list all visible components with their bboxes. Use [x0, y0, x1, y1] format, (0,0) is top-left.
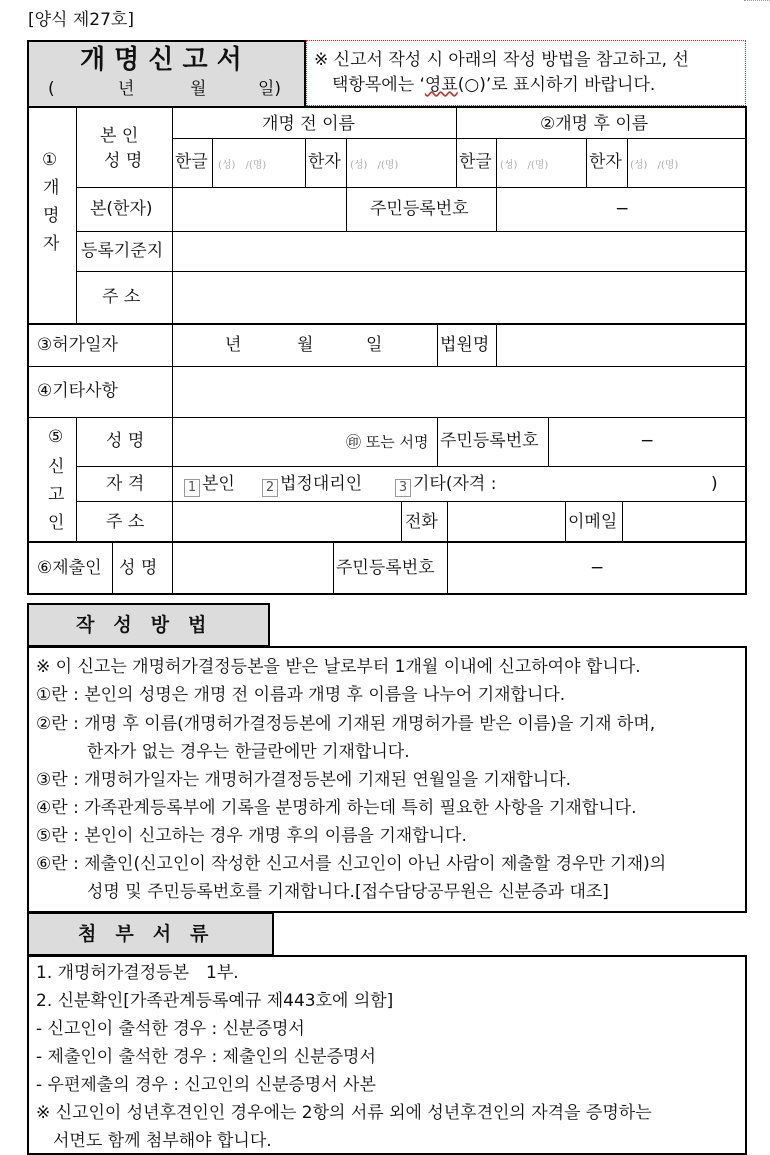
form-id: [양식 제27호] — [28, 10, 134, 30]
permission-year[interactable]: 년 — [225, 335, 242, 355]
instruction-line: ※ 이 신고는 개명허가결정등본을 받은 날로부터 1개월 이내에 신고하여야 합니다. — [36, 657, 641, 677]
before-name-header: 개명 전 이름 — [262, 114, 355, 134]
reporter-section-label-1: ⑤ — [48, 427, 64, 447]
after-hangul-label: 한글 — [459, 152, 492, 172]
reporter-phone-label: 전화 — [405, 512, 438, 532]
instruction-line: ②란 : 개명 후 이름(개명허가결정등본에 기재된 개명허가를 받은 이름)을 기재 하며, — [36, 714, 656, 734]
date-day: 일) — [258, 79, 282, 99]
submitter-name-field[interactable] — [174, 544, 331, 592]
permission-day[interactable]: 일 — [366, 335, 383, 355]
reporter-address-label: 주 소 — [106, 512, 145, 532]
page-title: 개 명 신 고 서 — [80, 45, 242, 75]
permission-month[interactable]: 월 — [297, 335, 314, 355]
reporter-email-label: 이메일 — [568, 512, 618, 532]
after-hangul-field[interactable]: (성) /(명) — [500, 160, 549, 171]
reporter-section-label-4: 인 — [48, 513, 65, 533]
other-matters-field[interactable] — [174, 368, 744, 415]
date-open: ( — [48, 79, 55, 99]
option-other-close: ) — [711, 474, 718, 494]
before-hangul-label: 한글 — [175, 152, 208, 172]
submitter-rrn-field[interactable]: − — [590, 558, 605, 578]
applicant-section-label-3: 명 — [43, 206, 60, 226]
applicant-rrn-field[interactable]: − — [615, 199, 630, 219]
instruction-line: ④란 : 가족관계등록부에 기록을 분명하게 하는데 특히 필요한 사항을 기재합니다. — [36, 798, 637, 818]
reporter-name-field[interactable] — [174, 419, 344, 464]
after-name-header: ②개명 후 이름 — [540, 114, 649, 134]
attachment-line: - 신고인이 출석한 경우 : 신분증명서 — [36, 1019, 305, 1039]
option-self[interactable]: 1 본인 — [184, 474, 235, 497]
instruction-line: ①란 : 본인의 성명은 개명 전 이름과 개명 후 이름을 나누어 기재합니다. — [36, 685, 566, 705]
checkbox-icon: 1 — [184, 479, 200, 497]
other-matters-label: ④기타사항 — [37, 381, 118, 401]
instruction-line: ⑤란 : 본인이 신고하는 경우 개명 후의 이름을 기재합니다. — [36, 826, 467, 846]
date-month: 월 — [190, 79, 207, 99]
reporter-address-field[interactable] — [174, 503, 399, 539]
bon-label: 본(한자) — [90, 199, 153, 219]
reporter-seal-or-signature[interactable]: ㊞ 또는 서명 — [346, 433, 429, 451]
attachment-line: 서면도 함께 첨부해야 합니다. — [36, 1131, 272, 1151]
reporter-phone-field[interactable] — [449, 503, 563, 539]
applicant-rrn-label: 주민등록번호 — [370, 199, 469, 219]
reporter-rrn-label: 주민등록번호 — [440, 431, 539, 451]
checkbox-icon: 2 — [262, 479, 278, 497]
applicant-address-field[interactable] — [174, 273, 744, 322]
page-corner-mark — [744, 0, 770, 1]
applicant-section-label-1: ① — [42, 150, 58, 170]
name-label-line1: 본 인 — [100, 126, 139, 146]
attachment-line: ※ 신고인이 성년후견인인 경우에는 2항의 서류 외에 성년후견인의 자격을 증명하는 — [36, 1103, 652, 1123]
attachment-line: 2. 신분확인[가족관계등록예규 제443호에 의함] — [36, 991, 394, 1011]
court-name-label: 법원명 — [440, 335, 490, 355]
instruction-line: 한자가 없는 경우는 한글란에만 기재합니다. — [36, 742, 410, 762]
attachment-line: - 제출인이 출석한 경우 : 제출인의 신분증명서 — [36, 1047, 376, 1067]
option-other[interactable]: 3 기타(자격 : — [395, 474, 496, 497]
reporter-email-field[interactable] — [624, 503, 744, 539]
court-name-field[interactable] — [498, 326, 744, 364]
instruction-line: 성명 및 주민등록번호를 기재합니다.[접수담당공무원은 신분증과 대조] — [36, 882, 609, 902]
applicant-section-label-2: 개 — [43, 178, 60, 198]
submitter-name-label: 성 명 — [119, 558, 158, 578]
attachment-line: - 우편제출의 경우 : 신고인의 신분증명서 사본 — [36, 1075, 376, 1095]
permission-date-label: ③허가일자 — [37, 335, 118, 355]
submitter-rrn-label: 주민등록번호 — [336, 558, 435, 578]
reporter-section-label-2: 신 — [48, 457, 65, 477]
checkbox-icon: 3 — [395, 479, 411, 497]
notice-line1: ※ 신고서 작성 시 아래의 작성 방법을 참고하고, 선 — [314, 50, 689, 70]
before-hanja-label: 한자 — [308, 152, 341, 172]
applicant-section-label-4: 자 — [43, 234, 60, 254]
submitter-label: ⑥제출인 — [37, 558, 102, 578]
instruction-line: ⑥란 : 제출인(신고인이 작성한 신고서를 신고인이 아닌 사람이 제출할 경우만 기재)의 — [36, 854, 667, 874]
after-hanja-field[interactable]: (성) /(명) — [630, 160, 679, 171]
notice-line2: 택항목에는 ‘영표(○)’로 표시하기 바랍니다. — [332, 75, 656, 95]
attachment-line: 1. 개명허가결정등본 1부. — [36, 963, 239, 983]
reporter-name-label: 성 명 — [106, 431, 145, 451]
instructions-title: 작 성 방 법 — [76, 614, 207, 636]
reporter-section-label-3: 고 — [48, 485, 65, 505]
reporter-rrn-field[interactable]: − — [640, 431, 655, 451]
before-hangul-field[interactable]: (성) /(명) — [218, 160, 267, 171]
after-hanja-label: 한자 — [589, 152, 622, 172]
reg-base-field[interactable] — [174, 233, 744, 269]
instruction-line: ③란 : 개명허가일자는 개명허가결정등본에 기재된 연월일을 기재합니다. — [36, 770, 572, 790]
name-label-line2: 성 명 — [104, 151, 143, 171]
before-hanja-field[interactable]: (성) /(명) — [350, 160, 399, 171]
reg-base-label: 등록기준지 — [81, 241, 164, 261]
applicant-address-label: 주 소 — [102, 287, 141, 307]
bon-field[interactable] — [174, 189, 344, 229]
qualification-label: 자 격 — [106, 474, 145, 494]
date-year: 년 — [118, 79, 135, 99]
option-legal-rep[interactable]: 2 법정대리인 — [262, 474, 362, 497]
attachments-title: 첨 부 서 류 — [78, 923, 209, 945]
